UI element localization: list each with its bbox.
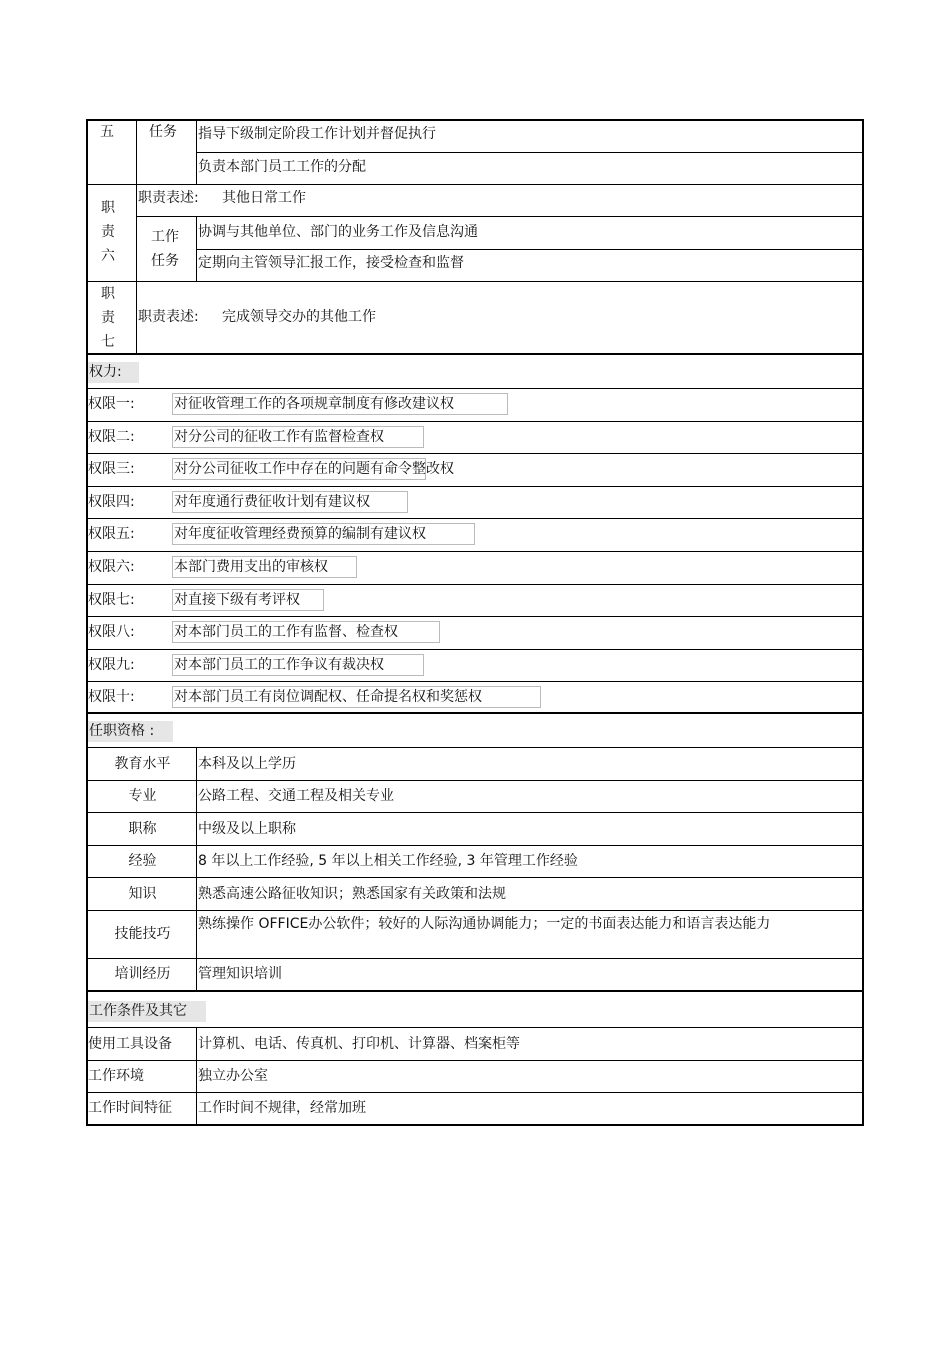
- power-item-label: 权限一:: [88, 396, 135, 412]
- qual-row-line: [88, 910, 862, 911]
- duty7-label: 职责七: [101, 286, 115, 350]
- qual-row-line: [88, 747, 862, 748]
- cond-row-label: 工作时间特征: [88, 1100, 172, 1116]
- power-item-label: 权限八:: [88, 624, 135, 640]
- power-item-label: 权限二:: [88, 429, 135, 445]
- qual-row-label: 技能技巧: [114, 926, 171, 942]
- power-item-label: 权限十:: [88, 689, 135, 705]
- qual-row-label: 职称: [128, 821, 157, 837]
- power-row-line: [88, 584, 862, 585]
- power-item-label: 权限九:: [88, 657, 135, 673]
- power-row-line: [88, 616, 862, 617]
- qual-row-value: 中级及以上职称: [198, 821, 296, 837]
- power-item-value: 对直接下级有考评权: [172, 589, 324, 611]
- power-item-label: 权限七:: [88, 592, 135, 608]
- cond-row-line: [88, 1092, 862, 1093]
- duty6-desc-label: 职责表述:: [138, 190, 199, 206]
- cond-row-line: [88, 1027, 862, 1028]
- duty6-desc-bottom-line: [137, 216, 862, 217]
- power-item-value: 对征收管理工作的各项规章制度有修改建议权: [172, 393, 508, 415]
- cond-row-value: 计算机、电话、传真机、打印机、计算器、档案柜等: [198, 1036, 520, 1052]
- duty5-task-1: 指导下级制定阶段工作计划并督促执行: [198, 126, 436, 142]
- cond-row-label: 工作环境: [88, 1068, 144, 1084]
- duty6-bottom-line: [88, 281, 862, 282]
- qual-row-label: 培训经历: [114, 966, 171, 982]
- power-row-line: [88, 421, 862, 422]
- duty7-desc: 完成领导交办的其他工作: [222, 309, 376, 325]
- power-item-value: 对年度通行费征收计划有建议权: [172, 491, 408, 513]
- cond-row-line: [88, 1060, 862, 1061]
- duty6-task-2: 定期向主管领导汇报工作，接受检查和监督: [198, 255, 464, 271]
- qual-header: 任职资格 :: [88, 721, 173, 742]
- cond-row-value: 工作时间不规律，经常加班: [198, 1100, 366, 1116]
- qual-row-value: 8 年以上工作经验, 5 年以上相关工作经验, 3 年管理工作经验: [198, 853, 578, 869]
- duty5-task-label: 任务: [149, 124, 177, 140]
- power-header: 权力:: [88, 362, 139, 383]
- qual-row-line: [88, 845, 862, 846]
- power-item-value: 对本部门员工有岗位调配权、任命提名权和奖惩权: [172, 686, 541, 708]
- qual-row-label: 知识: [128, 886, 157, 902]
- qual-row-label: 经验: [128, 853, 157, 869]
- qual-row-line: [88, 958, 862, 959]
- qual-row-value: 熟悉高速公路征收知识；熟悉国家有关政策和法规: [198, 886, 506, 902]
- power-row-line: [88, 518, 862, 519]
- duty5-bottom-line: [88, 184, 862, 185]
- power-item-label: 权限五:: [88, 526, 135, 542]
- power-row-line: [88, 551, 862, 552]
- duty6-desc: 其他日常工作: [222, 190, 306, 206]
- power-item-label: 权限六:: [88, 559, 135, 575]
- cond-row-label: 使用工具设备: [88, 1036, 172, 1052]
- power-item-value: 对本部门员工的工作有监督、检查权: [172, 621, 440, 643]
- cond-header: 工作条件及其它: [88, 1001, 206, 1022]
- power-item-label: 权限三:: [88, 461, 135, 477]
- power-row-line: [88, 681, 862, 682]
- qual-row-label: 专业: [128, 788, 157, 804]
- duty7-desc-label: 职责表述:: [138, 309, 199, 325]
- duty5-task-2: 负责本部门员工工作的分配: [198, 159, 366, 175]
- qual-row-value: 本科及以上学历: [198, 756, 296, 772]
- duty6-label: 职责六: [101, 200, 115, 264]
- power-row-line: [88, 453, 862, 454]
- power-item-value: 对本部门员工的工作争议有裁决权: [172, 654, 424, 676]
- power-item-value: 对分公司征收工作中存在的问题有命令整改权: [172, 458, 426, 480]
- duty6-task-divider: [197, 249, 862, 250]
- power-item-value: 对年度征收管理经费预算的编制有建议权: [172, 523, 475, 545]
- duty5-num: 五: [100, 124, 114, 140]
- power-item-value: 对分公司的征收工作有监督检查权: [172, 426, 424, 448]
- qual-row-line: [88, 812, 862, 813]
- power-item-value: 本部门费用支出的审核权: [172, 556, 357, 578]
- qual-row-line: [88, 877, 862, 878]
- power-item-label: 权限四:: [88, 494, 135, 510]
- power-row-line: [88, 649, 862, 650]
- power-row-line: [88, 486, 862, 487]
- power-row-line: [88, 388, 862, 389]
- qual-row-value: 公路工程、交通工程及相关专业: [198, 788, 394, 804]
- qual-row-value: 熟练操作 OFFICE办公软件；较好的人际沟通协调能力；一定的书面表达能力和语言表达能力: [198, 916, 771, 932]
- duty6-task-label: 工作任务: [151, 229, 179, 269]
- qual-row-value: 管理知识培训: [198, 966, 282, 982]
- qual-row-line: [88, 780, 862, 781]
- cond-row-value: 独立办公室: [198, 1068, 268, 1084]
- duty6-task-1: 协调与其他单位、部门的业务工作及信息沟通: [198, 224, 478, 240]
- qual-row-label: 教育水平: [114, 756, 171, 772]
